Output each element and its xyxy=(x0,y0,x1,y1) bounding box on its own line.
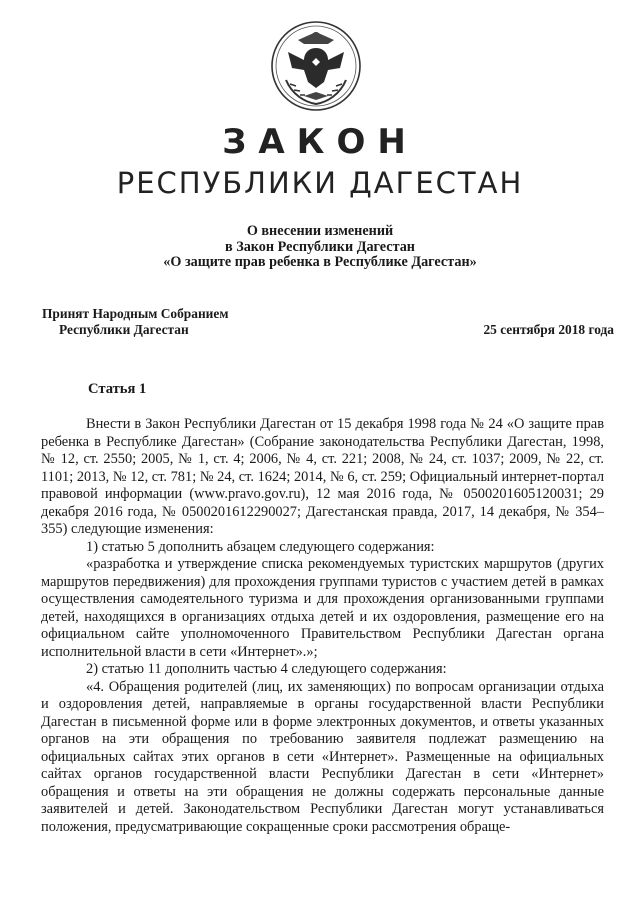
paragraph: 2) статью 11 дополнить частью 4 следующего содержания: xyxy=(86,661,447,677)
paragraph: «разработка и утверждение списка рекомендуемых туристских маршрутов (других маршрутов передвижения) для прохождения группами туристов с участием детей в рамках осуществления самодеятельного туризма и для прохождения организованными группами детей, находящихся в организациях отдыха детей и их оздоровления, размещение его на официальном сайте уполномоченного Правительством Республики Дагестан органа исполнительной власти в сети «Интернет».»; xyxy=(41,556,604,660)
article-heading: Статья 1 xyxy=(88,381,147,397)
adoption-line: Принят Народным Собранием xyxy=(42,306,229,321)
law-title: ЗАКОН xyxy=(222,122,418,162)
paragraph: «4. Обращения родителей (лиц, их заменяющих) по вопросам организации отдыха и оздоровления детей, направляемые в органы государственной власти Республики Дагестан в письменной форме или в форме электронных документов, и ответы указанных органов на эти обращения по требованию заявителя подлежат размещению на официальных сайтах этих органов в сети «Интернет». Размещенные на официальных сайтах органов государственной власти Республики Дагестан в сети «Интернет» обращения и ответы на эти обращения не должны содержать персональные данные заявителей и детей. Законодательством Республики Дагестан могут устанавливаться положения, предусматривающие сокращенные сроки рассмотрения обраще- xyxy=(41,678,604,835)
adoption-line: Республики Дагестан xyxy=(59,321,189,337)
adoption-note xyxy=(42,306,228,337)
paragraph: 1) статью 5 дополнить абзацем следующего содержания: xyxy=(86,538,435,555)
law-subtitle xyxy=(0,224,640,271)
article-body xyxy=(41,416,604,836)
subtitle-line: О внесении изменений xyxy=(246,223,394,239)
subtitle-line: «О защите прав ребенка в Республике Дагестан» xyxy=(163,254,477,270)
subtitle-line: в Закон Республики Дагестан xyxy=(225,238,415,255)
republic-title: РЕСПУБЛИКИ ДАГЕСТАН xyxy=(116,166,524,200)
paragraph: Внести в Закон Республики Дагестан от 15 декабря 1998 года № 24 «О защите прав ребенка в Республике Дагестан» (Собрание законодательства Республики Дагестан, 1998, № 12, ст. 2550; 2005, № 1, ст. 4; 2006, № 4, ст. 221; 2008, № 24, ст. 1037; 2009, № 22, ст. 1101; 2013, № 12, ст. 781; № 24, ст. 1624; 2014, № 6, ст. 259; Официальный интернет-портал правовой информации (www.pravo.gov.ru), 12 мая 2016 года, № 0500201605120031; 29 декабря 2016 года, № 0500201612290027; Дагестанская правда, 2017, 14 декабря, № 354–355) следующие изменения: xyxy=(41,416,604,537)
adoption-date: 25 сентября 2018 года xyxy=(483,322,614,337)
coat-of-arms-emblem xyxy=(268,18,364,114)
